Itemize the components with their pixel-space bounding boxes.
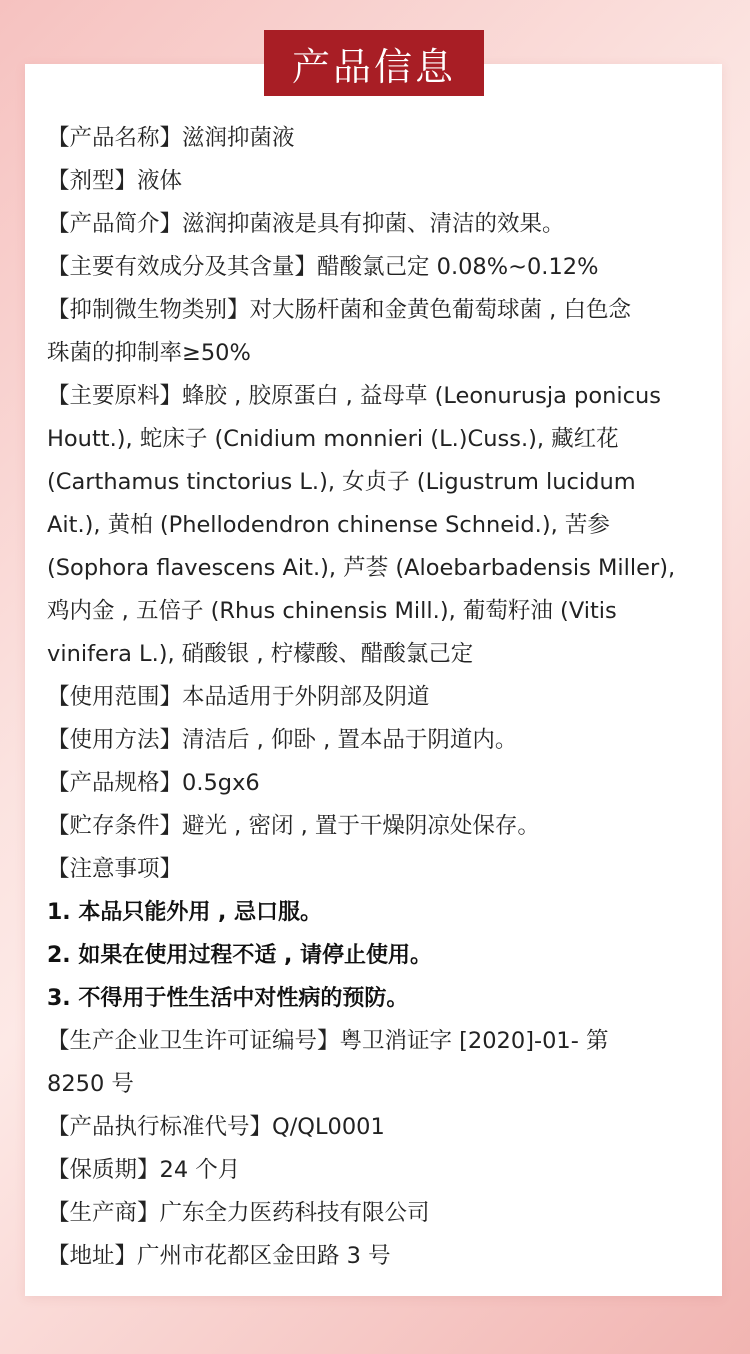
precaution-item-1: 1. 本品只能外用 , 忌口服。 [47,900,323,925]
ingredients-line-7: vinifera L.), 硝酸银 , 柠檬酸、醋酸氯己定 [47,641,474,667]
product-info-content [47,117,707,1278]
precautions-heading: 【注意事项】 [47,856,183,882]
section-title-banner [264,30,484,96]
precaution-item-3: 3. 不得用于性生活中对性病的预防。 [47,986,409,1011]
usage-method-line: 【使用方法】清洁后 , 仰卧 , 置本品于阴道内。 [47,727,518,753]
standard-code-line: 【产品执行标准代号】Q/QL0001 [47,1114,385,1140]
ingredients-line-6: 鸡内金 , 五倍子 (Rhus chinensis Mill.), 葡萄籽油 (Vitis [47,598,617,624]
shelf-life-line: 【保质期】24 个月 [47,1157,241,1183]
address-line: 【地址】广州市花都区金田路 3 号 [47,1243,391,1269]
ingredients-line-1: 【主要原料】蜂胶 , 胶原蛋白 , 益母草 (Leonurusja ponicus [47,383,661,409]
section-title: 产品信息 [291,44,456,89]
license-line-1: 【生产企业卫生许可证编号】粤卫消证字 [2020]-01- 第 [47,1028,609,1054]
ingredients-line-2: Houtt.), 蛇床子 (Cnidium monnieri (L.)Cuss.), 藏红花 [47,426,619,452]
product-name-line: 【产品名称】滋润抑菌液 [47,125,295,151]
manufacturer-line: 【生产商】广东全力医药科技有限公司 [47,1200,430,1226]
microbe-category-line-2: 珠菌的抑制率≥50% [47,340,251,366]
microbe-category-line-1: 【抑制微生物类别】对大肠杆菌和金黄色葡萄球菌 , 白色念 [47,297,631,323]
ingredients-line-5: (Sophora flavescens Ait.), 芦荟 (Aloebarbadensis Miller), [47,555,676,581]
specification-line: 【产品规格】0.5gx6 [47,770,260,796]
active-ingredient-line: 【主要有效成分及其含量】醋酸氯己定 0.08%~0.12% [47,254,599,280]
storage-line: 【贮存条件】避光 , 密闭 , 置于干燥阴凉处保存。 [47,813,540,839]
ingredients-line-3: (Carthamus tinctorius L.), 女贞子 (Ligustrum lucidum [47,469,636,495]
dosage-form-line: 【剂型】液体 [47,168,183,194]
ingredients-line-4: Ait.), 黄柏 (Phellodendron chinense Schneid.), 苦参 [47,512,610,538]
usage-scope-line: 【使用范围】本品适用于外阴部及阴道 [47,684,430,710]
product-intro-line: 【产品简介】滋润抑菌液是具有抑菌、清洁的效果。 [47,211,565,237]
precaution-item-2: 2. 如果在使用过程不适 , 请停止使用。 [47,943,433,968]
license-line-2: 8250 号 [47,1071,134,1097]
